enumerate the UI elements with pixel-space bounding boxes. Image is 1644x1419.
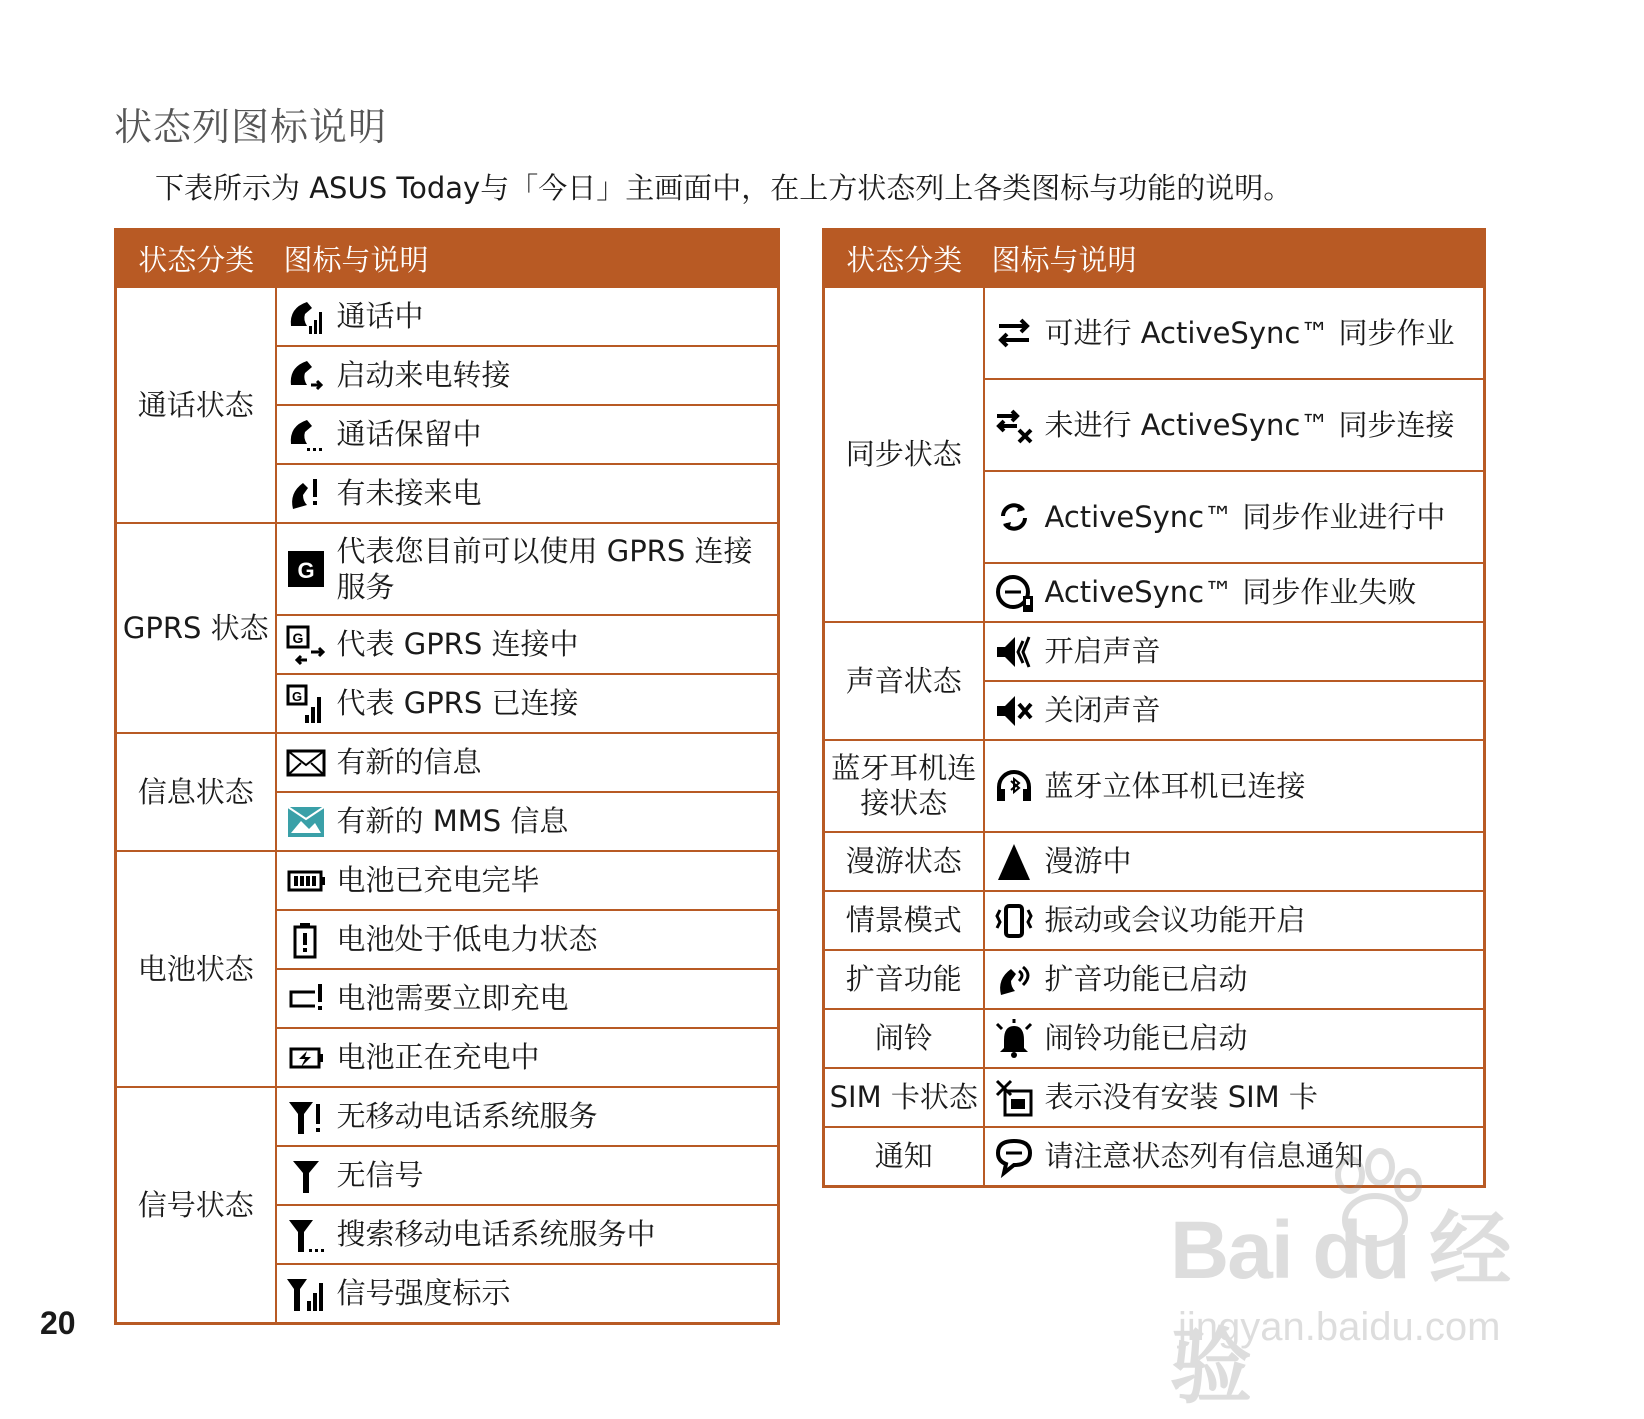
status-category: 闹铃 [824, 1009, 984, 1068]
table-row [116, 523, 779, 615]
sync-in-progress-icon [991, 495, 1037, 539]
status-category: 扩音功能 [824, 950, 984, 1009]
status-item [276, 287, 779, 346]
table-row [116, 851, 779, 910]
status-item [276, 969, 779, 1028]
status-item [276, 733, 779, 792]
header-icon-desc: 图标与说明 [276, 230, 779, 288]
status-item-text: 扩音功能已启动 [1044, 962, 1248, 997]
table-row [824, 832, 1485, 891]
status-item-text: 闹铃功能已启动 [1044, 1021, 1248, 1056]
status-item-text: 通话中 [336, 299, 424, 334]
status-item [276, 1087, 779, 1146]
table-row [824, 950, 1485, 1009]
status-item [276, 1146, 779, 1205]
call-active-icon [283, 295, 329, 339]
call-hold-icon [283, 413, 329, 457]
baidu-watermark [1170, 1185, 1550, 1413]
status-item [276, 792, 779, 851]
svg-text:G: G [296, 558, 315, 583]
status-item [276, 1205, 779, 1264]
status-item [276, 674, 779, 733]
sound-on-icon [991, 630, 1037, 674]
status-item [276, 1264, 779, 1324]
sync-not-connected-icon [991, 403, 1037, 447]
watermark-logo: Bai du 经验 [1170, 1205, 1510, 1413]
roaming-icon [991, 840, 1037, 884]
table-row [824, 287, 1485, 379]
status-item-text: 代表 GPRS 连接中 [336, 627, 579, 662]
status-item-text: 电池已充电完毕 [336, 863, 540, 898]
table-row [824, 622, 1485, 681]
status-item-text: 信号强度标示 [336, 1276, 511, 1311]
status-item [984, 287, 1485, 379]
svg-text:G: G [292, 629, 303, 646]
sync-ready-icon [991, 311, 1037, 355]
sound-off-icon [991, 689, 1037, 733]
status-item [984, 379, 1485, 471]
status-item-text: 振动或会议功能开启 [1044, 903, 1306, 938]
status-item [276, 615, 779, 674]
status-category: 信息状态 [116, 733, 276, 851]
searching-service-icon [283, 1213, 329, 1257]
alarm-icon [991, 1017, 1037, 1061]
status-item [984, 681, 1485, 740]
status-item-text: 无信号 [336, 1158, 424, 1193]
status-item-text: ActiveSync™ 同步作业失败 [1044, 575, 1417, 610]
signal-strength-icon [283, 1272, 329, 1316]
status-table-left [114, 228, 780, 1325]
sync-failed-icon [991, 571, 1037, 615]
status-item-text: ActiveSync™ 同步作业进行中 [1044, 499, 1446, 534]
missed-call-icon [283, 472, 329, 516]
notification-icon [991, 1135, 1037, 1179]
status-category: 信号状态 [116, 1087, 276, 1324]
status-category: 声音状态 [824, 622, 984, 740]
battery-critical-icon [283, 977, 329, 1021]
intro-text: 下表所示为 ASUS Today与「今日」主画面中，在上方状态列上各类图标与功能的说明。 [155, 171, 1293, 205]
status-item-text: 代表您目前可以使用 GPRS 连接服务 [336, 533, 753, 604]
status-item [984, 832, 1485, 891]
header-category: 状态分类 [116, 230, 276, 288]
svg-text:G: G [291, 688, 302, 704]
status-item-text: 开启声音 [1044, 634, 1161, 669]
gprs-connecting-icon [283, 623, 329, 667]
status-item-text: 请注意状态列有信息通知 [1044, 1139, 1364, 1174]
status-item [984, 950, 1485, 1009]
table-row [116, 287, 779, 346]
header-icon-desc: 图标与说明 [984, 230, 1485, 288]
status-item [984, 563, 1485, 622]
status-item-text: 电池正在充电中 [336, 1040, 540, 1075]
status-category: 情景模式 [824, 891, 984, 950]
vibrate-icon [991, 899, 1037, 943]
table-row [116, 1087, 779, 1146]
no-sim-icon [991, 1076, 1037, 1120]
header-category: 状态分类 [824, 230, 984, 288]
call-forward-icon [283, 354, 329, 398]
new-mms-icon [283, 800, 329, 844]
table-row [824, 891, 1485, 950]
status-item-text: 搜索移动电话系统服务中 [336, 1217, 656, 1252]
status-item-text: 电池需要立即充电 [336, 981, 569, 1016]
battery-full-icon [283, 859, 329, 903]
status-category: 电池状态 [116, 851, 276, 1087]
status-item [276, 910, 779, 969]
status-item-text: 蓝牙立体耳机已连接 [1044, 768, 1306, 803]
status-item-text: 代表 GPRS 已连接 [336, 686, 579, 721]
status-category: 通话状态 [116, 287, 276, 523]
status-item [276, 346, 779, 405]
no-service-icon [283, 1095, 329, 1139]
status-item-text: 表示没有安装 SIM 卡 [1044, 1080, 1318, 1115]
page-number: 20 [40, 1305, 76, 1341]
status-item-text: 关闭声音 [1044, 693, 1161, 728]
page-title: 状态列图标说明 [114, 105, 388, 149]
status-category: 通知 [824, 1127, 984, 1187]
status-item-text: 有未接来电 [336, 476, 482, 511]
table-row [116, 733, 779, 792]
no-signal-icon [283, 1154, 329, 1198]
status-item-text: 有新的 MMS 信息 [336, 804, 569, 839]
status-item [984, 891, 1485, 950]
status-category: GPRS 状态 [116, 523, 276, 733]
status-item [984, 1068, 1485, 1127]
speakerphone-icon [991, 958, 1037, 1002]
status-category: 蓝牙耳机连接状态 [824, 740, 984, 832]
status-item [984, 622, 1485, 681]
status-item [984, 471, 1485, 563]
status-item-text: 启动来电转接 [336, 358, 511, 393]
gprs-available-icon [283, 547, 329, 591]
gprs-connected-icon [283, 682, 329, 726]
bluetooth-headset-icon [991, 764, 1037, 808]
status-item-text: 漫游中 [1044, 844, 1132, 879]
status-item [276, 1028, 779, 1087]
status-category: 同步状态 [824, 287, 984, 622]
status-item-text: 有新的信息 [336, 745, 482, 780]
status-item-text: 未进行 ActiveSync™ 同步连接 [1044, 407, 1455, 442]
table-row [824, 1068, 1485, 1127]
status-item-text: 电池处于低电力状态 [336, 922, 598, 957]
status-item [984, 1009, 1485, 1068]
status-item [984, 740, 1485, 832]
status-item-text: 可进行 ActiveSync™ 同步作业 [1044, 315, 1455, 350]
table-row [824, 1009, 1485, 1068]
status-category: SIM 卡状态 [824, 1068, 984, 1127]
table-row [824, 740, 1485, 832]
status-item [276, 851, 779, 910]
watermark-url: jingyan.baidu.com [1178, 1305, 1501, 1349]
new-message-icon [283, 741, 329, 785]
battery-charging-icon [283, 1036, 329, 1080]
status-table-right [822, 228, 1486, 1188]
status-item-text: 无移动电话系统服务 [336, 1099, 598, 1134]
battery-low-icon [283, 918, 329, 962]
status-item [276, 405, 779, 464]
status-item [276, 464, 779, 523]
status-item-text: 通话保留中 [336, 417, 482, 452]
status-item [276, 523, 779, 615]
status-category: 漫游状态 [824, 832, 984, 891]
